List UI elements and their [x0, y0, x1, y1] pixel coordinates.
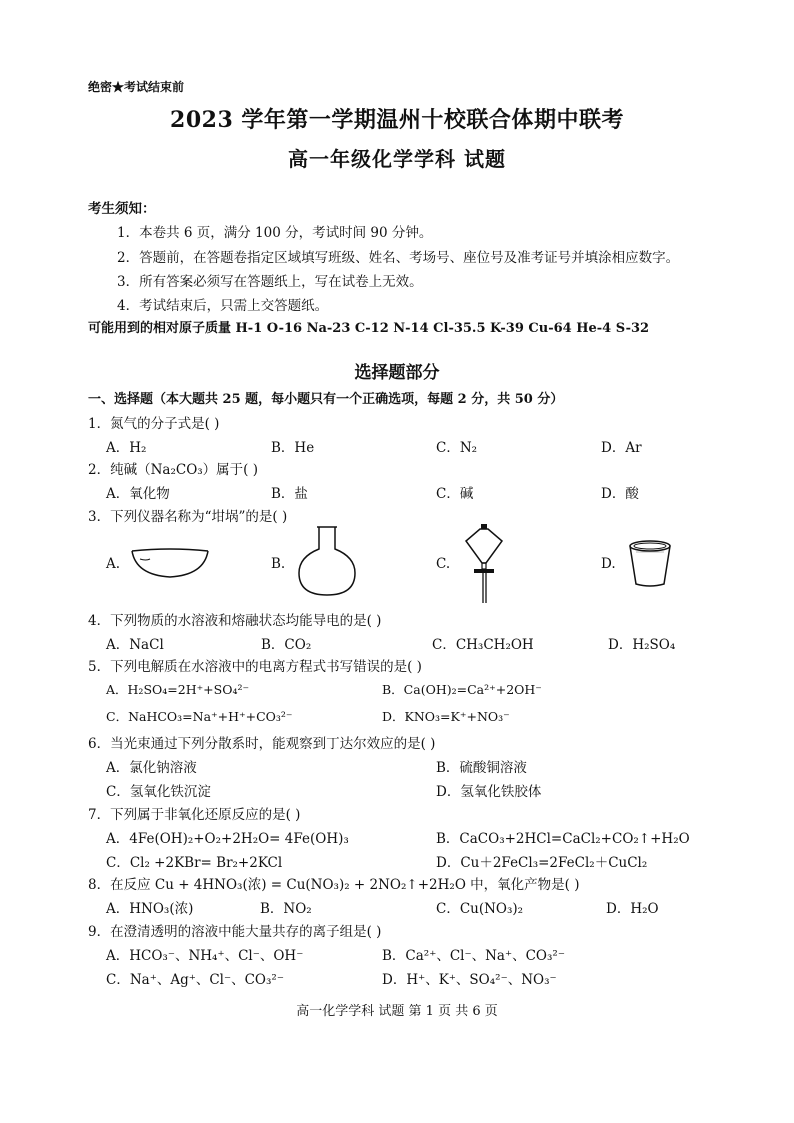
question-stem: 1．氮气的分子式是( ) — [88, 416, 220, 432]
option-c: C．碱 — [436, 486, 474, 502]
option-a: A．HCO₃⁻、NH₄⁺、Cl⁻、OH⁻ — [106, 948, 304, 964]
option-d: D．KNO₃=K⁺+NO₃⁻ — [382, 709, 510, 724]
option-c: C．N₂ — [436, 440, 478, 456]
option-b: B．NO₂ — [260, 901, 312, 917]
option-a: A．氯化钠溶液 — [106, 760, 197, 776]
notice-heading: 考生须知： — [88, 201, 156, 217]
question-stem: 5．下列电解质在水溶液中的电离方程式书写错误的是( ) — [88, 659, 422, 675]
option-c: C. — [436, 556, 451, 572]
option-c: C．NaHCO₃=Na⁺+H⁺+CO₃²⁻ — [106, 709, 293, 724]
notice-item: 2．答题前，在答题卷指定区域填写班级、姓名、考场号、座位号及准考证号并填涂相应数字。 — [117, 250, 680, 266]
option-c: C．Na⁺、Ag⁺、Cl⁻、CO₃²⁻ — [106, 972, 284, 988]
question-stem: 9．在澄清透明的溶液中能大量共存的离子组是( ) — [88, 924, 382, 940]
option-c: C．Cl₂ +2KBr= Br₂+2KCl — [106, 855, 283, 871]
question-stem: 2．纯碱（Na₂CO₃）属于( ) — [88, 462, 258, 478]
option-a: A．氧化物 — [106, 486, 170, 502]
question-stem: 7．下列属于非氧化还原反应的是( ) — [88, 807, 301, 823]
option-d: D．Ar — [601, 440, 642, 456]
question-stem: 4．下列物质的水溶液和熔融状态均能导电的是( ) — [88, 613, 382, 629]
crucible-icon — [626, 538, 674, 588]
secret-label: 绝密★考试结束前 — [88, 80, 185, 94]
option-c: C．氢氧化铁沉淀 — [106, 784, 211, 800]
option-b: B．Ca(OH)₂=Ca²⁺+2OH⁻ — [382, 682, 542, 697]
option-a: A．NaCl — [106, 637, 164, 653]
option-a: A．H₂ — [106, 440, 147, 456]
option-d: D．H₂SO₄ — [608, 637, 676, 653]
question-stem: 3．下列仪器名称为“坩埚”的是( ) — [88, 509, 288, 525]
option-b: B．盐 — [271, 486, 308, 502]
notice-item: 3．所有答案必须写在答题纸上，写在试卷上无效。 — [117, 274, 423, 290]
section-title: 选择题部分 — [354, 363, 440, 383]
section-instruction: 一、选择题（本大题共 25 题，每小题只有一个正确选项，每题 2 分，共 50 分） — [88, 392, 564, 407]
option-b: B. — [271, 556, 286, 572]
exam-title: 2023 学年第一学期温州十校联合体期中联考 — [170, 107, 624, 133]
option-d: D．Cu＋2FeCl₃=2FeCl₂＋CuCl₂ — [436, 855, 648, 871]
atomic-mass-line: 可能用到的相对原子质量 H-1 O-16 Na-23 C-12 N-14 Cl-35.5 K-39 Cu-64 He-4 S-32 — [88, 321, 650, 336]
option-d: D．H⁺、K⁺、SO₄²⁻、NO₃⁻ — [382, 972, 557, 988]
evaporating-dish-icon — [130, 545, 210, 581]
option-b: B．CaCO₃+2HCl=CaCl₂+CO₂↑+H₂O — [436, 831, 690, 847]
page-footer: 高一化学学科 试题 第 1 页 共 6 页 — [296, 1004, 498, 1019]
option-a: A．4Fe(OH)₂+O₂+2H₂O= 4Fe(OH)₃ — [106, 831, 349, 847]
option-c: C．CH₃CH₂OH — [432, 637, 534, 653]
exam-subtitle: 高一年级化学学科 试题 — [288, 147, 506, 171]
option-c: C．Cu(NO₃)₂ — [436, 901, 524, 917]
notice-item: 4．考试结束后，只需上交答题纸。 — [117, 298, 329, 314]
option-d: D．酸 — [601, 486, 639, 502]
option-d: D．氢氧化铁胶体 — [436, 784, 542, 800]
round-flask-icon — [295, 525, 359, 597]
option-d: D．H₂O — [606, 901, 659, 917]
option-a: A．HNO₃(浓) — [106, 901, 194, 917]
option-b: B．CO₂ — [261, 637, 312, 653]
option-a: A．H₂SO₄=2H⁺+SO₄²⁻ — [106, 682, 250, 697]
option-b: B．硫酸铜溶液 — [436, 760, 527, 776]
separatory-funnel-icon — [462, 523, 506, 605]
option-a: A. — [106, 556, 121, 572]
question-stem: 8．在反应 Cu + 4HNO₃(浓) = Cu(NO₃)₂ + 2NO₂↑+2H₂O 中，氧化产物是( ) — [88, 877, 580, 893]
option-b: B．He — [271, 440, 315, 456]
notice-item: 1．本卷共 6 页，满分 100 分，考试时间 90 分钟。 — [117, 225, 433, 241]
option-d: D. — [601, 556, 616, 572]
question-stem: 6．当光束通过下列分散系时，能观察到丁达尔效应的是( ) — [88, 736, 436, 752]
option-b: B．Ca²⁺、Cl⁻、Na⁺、CO₃²⁻ — [382, 948, 565, 964]
